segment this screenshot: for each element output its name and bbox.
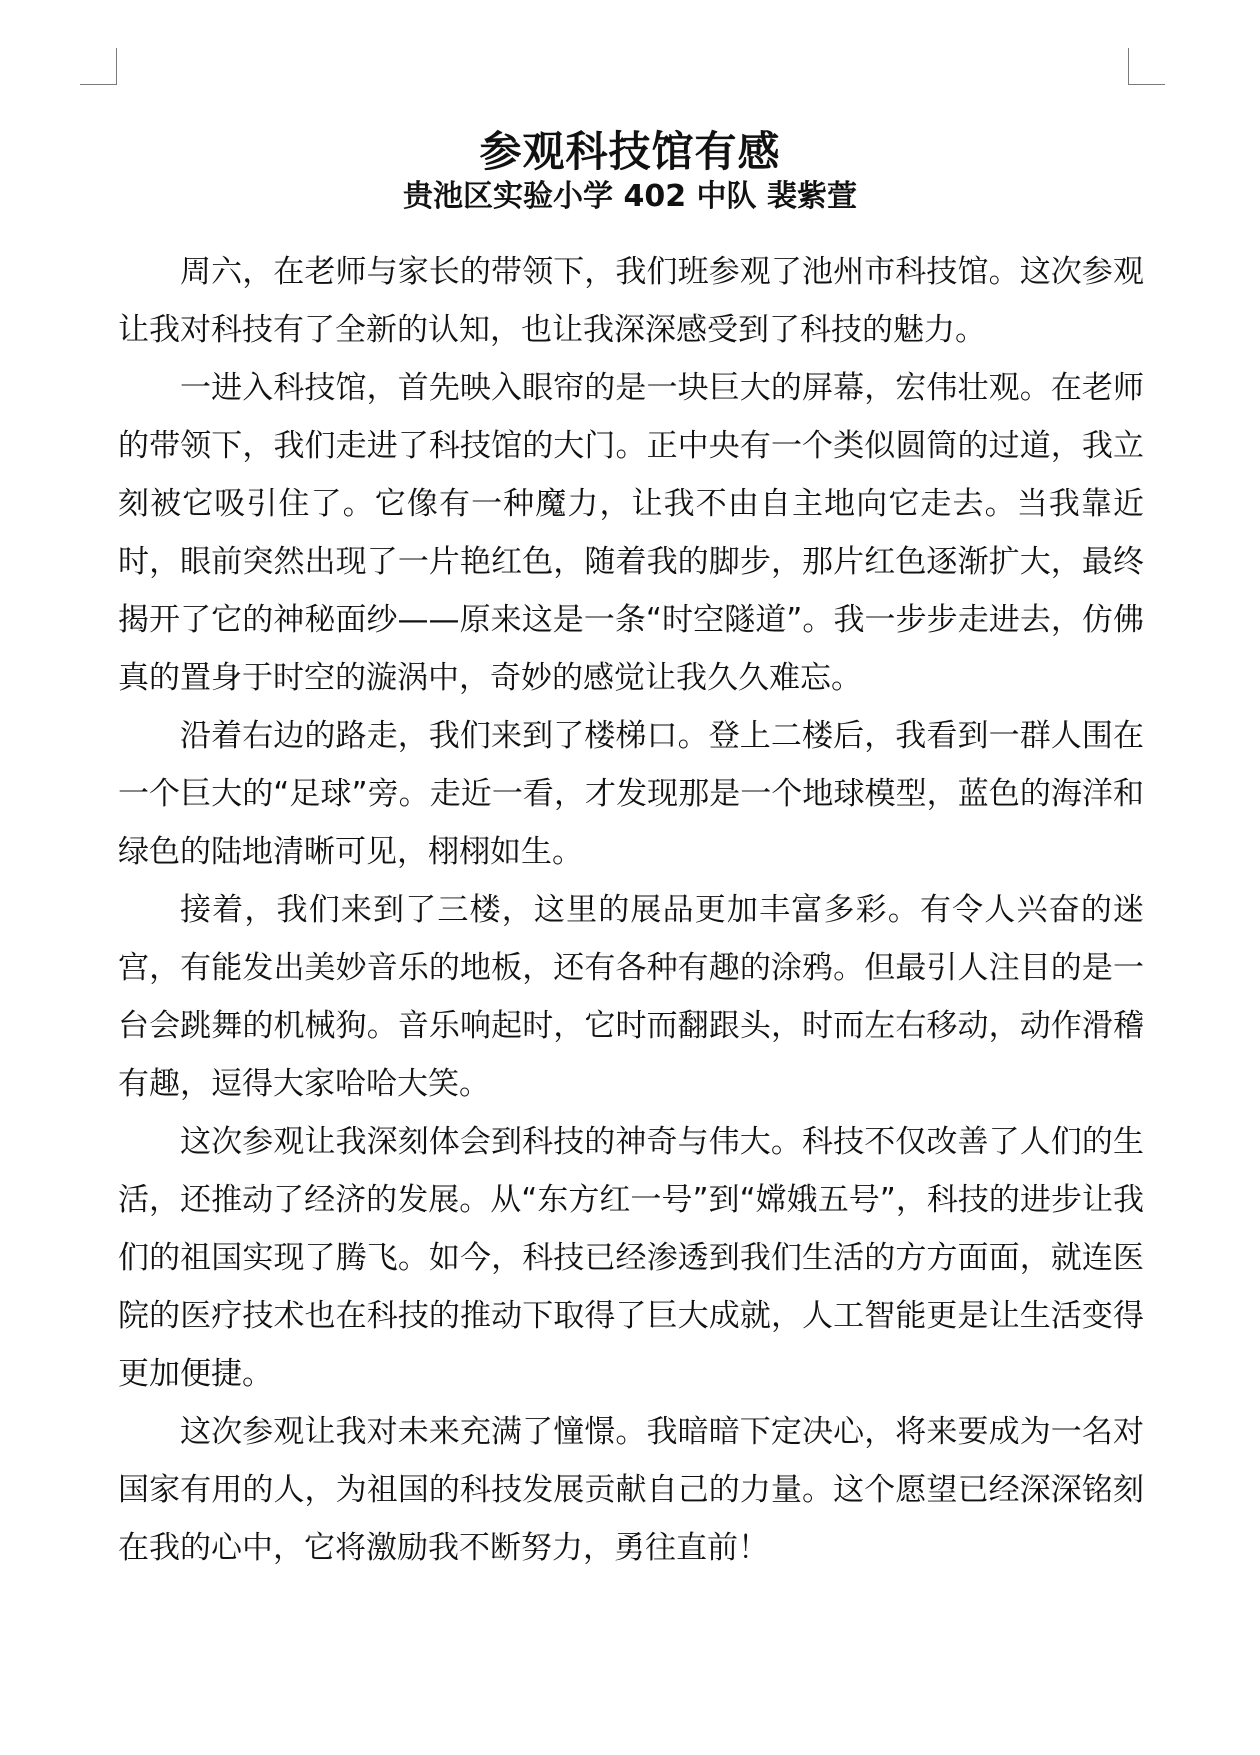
paragraph-5: 这次参观让我深刻体会到科技的神奇与伟大。科技不仅改善了人们的生活，还推动了经济的发展。从“东方红一号”到“嫦娥五号”，科技的进步让我们的祖国实现了腾飞。如今，科技已经渗透到我们生活的方方面面，就连医院的医疗技术也在科技的推动下取得了巨大成就，人工智能更是让生活变得更加便捷。: [118, 1124, 1144, 1392]
paragraph-6: 这次参观让我对未来充满了憧憬。我暗暗下定决心，将来要成为一名对国家有用的人，为祖国的科技发展贡献自己的力量。这个愿望已经深深铭刻在我的心中，它将激励我不断努力，勇往直前！: [118, 1414, 1144, 1566]
crop-mark-top-left: [80, 48, 117, 85]
paragraph-1: 周六，在老师与家长的带领下，我们班参观了池州市科技馆。这次参观让我对科技有了全新的认知，也让我深深感受到了科技的魅力。: [118, 254, 1144, 348]
author-byline: 贵池区实验小学 402 中队 裴紫萱: [403, 179, 857, 214]
paragraph-4: 接着，我们来到了三楼，这里的展品更加丰富多彩。有令人兴奋的迷宫，有能发出美妙音乐的地板，还有各种有趣的涂鸦。但最引人注目的是一台会跳舞的机械狗。音乐响起时，它时而翻跟头，时而左右移动，动作滑稽有趣，逗得大家哈哈大笑。: [118, 892, 1144, 1102]
paragraph-3: 沿着右边的路走，我们来到了楼梯口。登上二楼后，我看到一群人围在一个巨大的“足球”旁。走近一看，才发现那是一个地球模型，蓝色的海洋和绿色的陆地清晰可见，栩栩如生。: [118, 718, 1144, 870]
paragraph-2: 一进入科技馆，首先映入眼帘的是一块巨大的屏幕，宏伟壮观。在老师的带领下，我们走进了科技馆的大门。正中央有一个类似圆筒的过道，我立刻被它吸引住了。它像有一种魔力，让我不由自主地向它走去。当我靠近时，眼前突然出现了一片艳红色，随着我的脚步，那片红色逐渐扩大，最终揭开了它的神秘面纱——原来这是一条“时空隧道”。我一步步走进去，仿佛真的置身于时空的漩涡中，奇妙的感觉让我久久难忘。: [118, 370, 1144, 696]
essay-body: [118, 243, 1144, 1577]
document-title: 参观科技馆有感: [479, 127, 781, 177]
crop-mark-top-right: [1128, 48, 1165, 85]
